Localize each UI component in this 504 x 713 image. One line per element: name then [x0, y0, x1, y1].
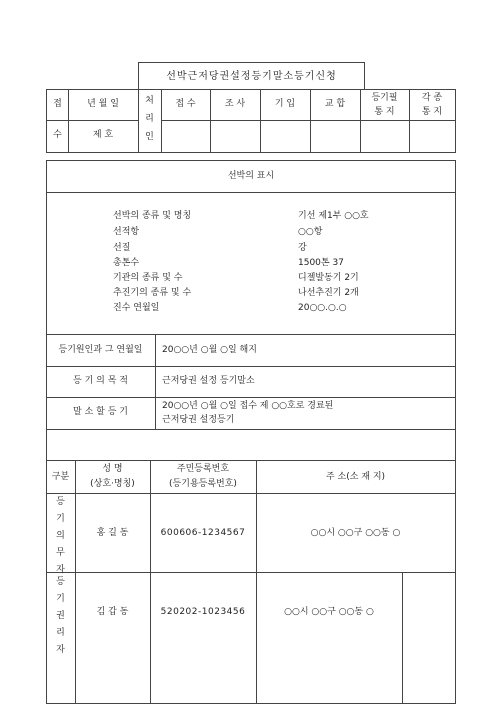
address-header: 주 소(소 재 지)	[325, 472, 386, 482]
ship-row-label: 선적항	[113, 227, 140, 237]
role-char: 등	[56, 577, 65, 587]
ship-row-label: 기관의 종류 및 수	[113, 273, 183, 283]
ship-row-value: 디젤발동기 2기	[298, 273, 359, 283]
role-char: 무	[56, 548, 65, 558]
ship-row-value: 20○○.○.○	[298, 303, 347, 313]
ship-row-label: 총톤수	[113, 258, 140, 268]
ship-row-label: 선질	[113, 243, 131, 253]
receipt-number-label: 제 호	[92, 130, 114, 140]
ship-row-label: 선박의 종류 및 명칭	[113, 211, 192, 221]
cheori-char-2: 리	[145, 114, 154, 124]
id-header-line1: 주민등록번호	[176, 464, 230, 474]
role-char: 기	[56, 594, 65, 604]
gubun-label: 구분	[51, 472, 70, 482]
role-char: 등	[56, 497, 65, 507]
role-char: 권	[56, 611, 65, 621]
role-char: 기	[56, 514, 65, 524]
id-header-line2: (등기용등록번호)	[169, 479, 237, 489]
role-char: 자	[56, 565, 65, 575]
role-char: 리	[56, 628, 65, 638]
col-notify-registered-1: 등기필	[371, 93, 398, 103]
ship-row-label: 추진기의 종류 및 수	[113, 288, 192, 298]
cancel-value-line2: 근저당권 설정등기	[162, 415, 235, 425]
obligor-role-label	[46, 494, 75, 579]
document-title: 선박근저당권설정등기말소등기신청	[166, 71, 337, 82]
right-holder-name: 김 갑 동	[96, 607, 129, 617]
role-char: 의	[56, 531, 65, 541]
receipt-date-label: 년 월 일	[87, 99, 119, 109]
obligor-name: 홍 길 동	[96, 528, 129, 538]
ship-row-value: 1500톤 37	[298, 258, 344, 268]
col-notify-misc-2: 통 지	[421, 107, 443, 117]
col-notify-misc-1: 각 종	[421, 93, 443, 103]
col-giip: 기 입	[274, 99, 296, 109]
name-header-line1: 성 명	[102, 464, 123, 474]
purpose-value: 근저당권 설정 등기말소	[162, 376, 255, 386]
ship-row-value: 강	[298, 243, 307, 253]
obligor-id: 600606-1234567	[160, 528, 246, 538]
right-holder-address: ○○시 ○○구 ○○동 ○	[284, 607, 374, 617]
cause-value: 20○○년 ○월 ○일 해지	[162, 345, 257, 355]
col-josa: 조 사	[224, 99, 246, 109]
cheori-char-3: 인	[145, 132, 154, 142]
receipt-label-top: 접	[53, 99, 62, 109]
ship-row-label: 진수 연월일	[113, 303, 160, 313]
right-holder-id: 520202-1023456	[160, 607, 246, 617]
cancel-value-line1: 20○○년 ○월 ○일 접수 제 ○○호로 경료된	[162, 401, 334, 411]
role-char: 자	[56, 645, 65, 655]
ship-row-value: 기선 제1부 ○○호	[298, 211, 369, 221]
ship-row-value: ○○항	[298, 227, 323, 237]
cause-label: 등기원인과 그 연월일	[58, 345, 143, 355]
col-gyohap: 교 합	[324, 99, 346, 109]
cheori-char-1: 처	[145, 96, 154, 106]
col-jeopsu: 접 수	[175, 99, 196, 109]
name-header-line2: (상호·명칭)	[90, 479, 135, 489]
receipt-label-bottom: 수	[53, 130, 62, 140]
ship-row-value: 나선추진기 2개	[298, 288, 359, 298]
cancel-label: 말 소 할 등 기	[73, 407, 128, 417]
purpose-label: 등 기 의 목 적	[73, 376, 128, 386]
right-holder-role-label	[46, 574, 75, 659]
ship-heading: 선박의 표시	[227, 171, 275, 181]
col-notify-registered-2: 통 지	[374, 107, 395, 117]
obligor-address: ○○시 ○○구 ○○동 ○	[310, 528, 401, 538]
